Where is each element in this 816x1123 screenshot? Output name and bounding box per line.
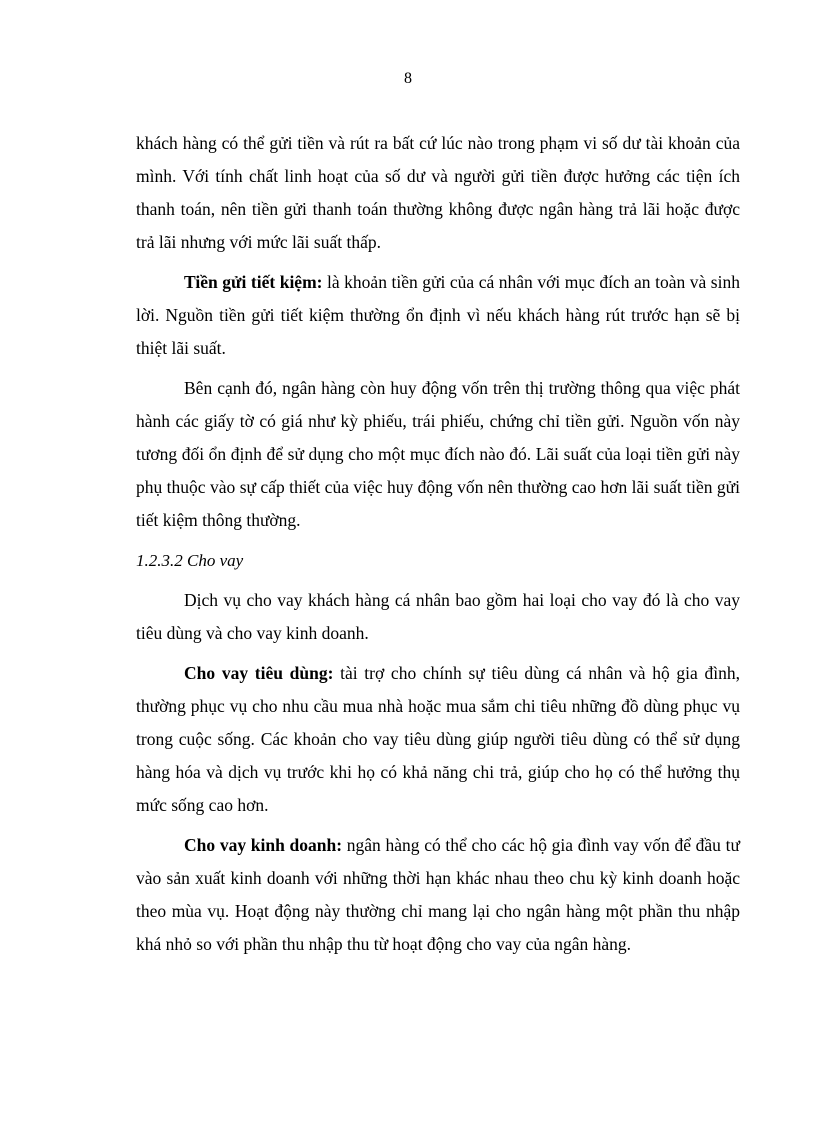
- term-consumer-loan: Cho vay tiêu dùng:: [184, 663, 334, 683]
- business-loan-text: ngân hàng có thể cho các hộ gia đình vay vốn để đầu tư vào sản xuất kinh doanh với những thời hạn khác nhau theo chu kỳ kinh doanh hoặc theo mùa vụ. Hoạt động này thường chỉ mang lại cho ngân hàng một phần thu nhập khá nhỏ so với phần thu nhập thu từ hoạt động cho vay của ngân hàng.: [136, 835, 740, 954]
- paragraph-capital-mobilization: Bên cạnh đó, ngân hàng còn huy động vốn trên thị trường thông qua việc phát hành các giấy tờ có giá như kỳ phiếu, trái phiếu, chứng chỉ tiền gửi. Nguồn vốn này tương đối ổn định để sử dụng cho một mục đích nào đó. Lãi suất của loại tiền gửi này phụ thuộc vào sự cấp thiết của việc huy động vốn nên thường cao hơn lãi suất tiền gửi tiết kiệm thông thường.: [136, 378, 740, 530]
- term-business-loan: Cho vay kinh doanh:: [184, 835, 343, 855]
- paragraph-savings-deposit: [136, 266, 740, 365]
- consumer-loan-text: tài trợ cho chính sự tiêu dùng cá nhân và hộ gia đình, thường phục vụ cho nhu cầu mua nhà hoặc mua sắm chi tiêu những đồ dùng phục vụ trong cuộc sống. Các khoản cho vay tiêu dùng giúp người tiêu dùng có thể sử dụng hàng hóa và dịch vụ trước khi họ có khả năng chi trả, giúp cho họ có thể hưởng thụ mức sống cao hơn.: [136, 663, 740, 815]
- savings-deposit-text: là khoản tiền gửi của cá nhân với mục đích an toàn và sinh lời. Nguồn tiền gửi tiết kiệm thường ổn định vì nếu khách hàng rút trước hạn sẽ bị thiệt lãi suất.: [136, 272, 740, 358]
- term-savings-deposit: Tiền gửi tiết kiệm:: [184, 272, 323, 292]
- document-body: [136, 127, 740, 968]
- paragraph-business-loan: [136, 829, 740, 961]
- page-number: 8: [404, 70, 412, 87]
- section-heading: 1.2.3.2 Cho vay: [136, 551, 244, 570]
- paragraph-loan-intro: Dịch vụ cho vay khách hàng cá nhân bao gồm hai loại cho vay đó là cho vay tiêu dùng và cho vay kinh doanh.: [136, 590, 740, 643]
- paragraph-payment-deposit: khách hàng có thể gửi tiền và rút ra bất cứ lúc nào trong phạm vi số dư tài khoản của mình. Với tính chất linh hoạt của số dư và người gửi tiền được hưởng các tiện ích thanh toán, nên tiền gửi thanh toán thường không được ngân hàng trả lãi hoặc được trả lãi nhưng với mức lãi suất thấp.: [136, 133, 740, 252]
- paragraph-consumer-loan: [136, 657, 740, 822]
